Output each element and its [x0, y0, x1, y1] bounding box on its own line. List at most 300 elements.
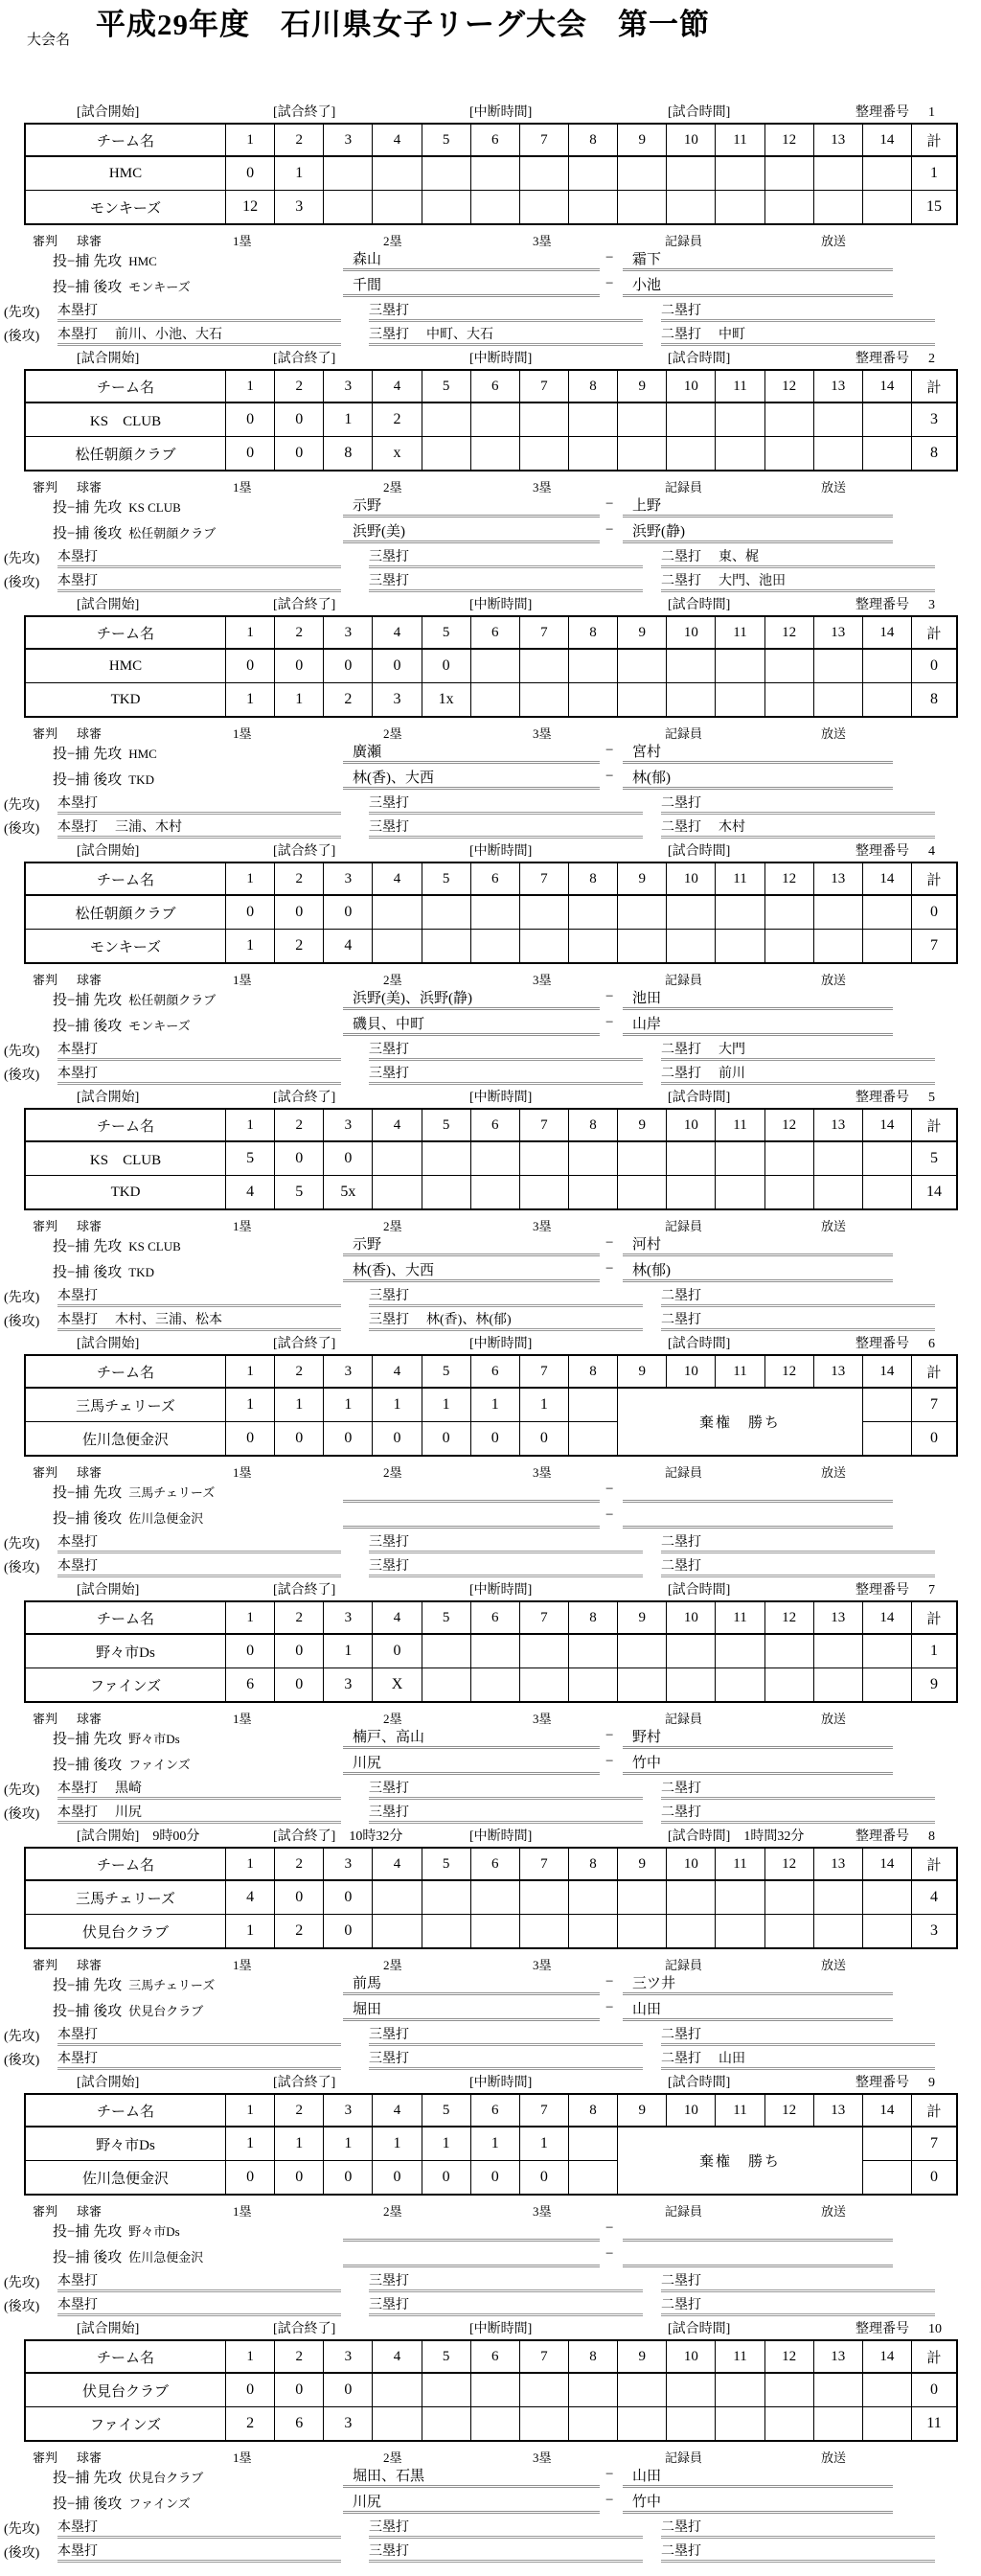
inning-cell: [422, 156, 470, 191]
inning-cell: [764, 649, 813, 683]
battery-label: [53, 1015, 191, 1035]
triple-field: [369, 793, 643, 815]
triple-label: 三塁打: [369, 1067, 409, 1081]
battery-label: [53, 276, 191, 296]
triple-label: 三塁打: [369, 2028, 409, 2042]
triple-label: 三塁打: [369, 2052, 409, 2066]
inning-header: 3: [324, 1848, 373, 1880]
first-base-label: 1塁: [233, 1958, 252, 1972]
inning-header: 8: [568, 124, 617, 156]
inning-cell: 0: [519, 1422, 568, 1457]
game-start-field: [77, 2318, 152, 2337]
battery-word: 投−捕: [53, 1265, 90, 1280]
battery-word: 投−捕: [53, 1239, 90, 1254]
inning-cell: [568, 1668, 617, 1703]
game-end-label: [試合終了]: [273, 1337, 336, 1351]
inning-header: 8: [568, 1355, 617, 1388]
battery-word: 投−捕: [53, 500, 90, 516]
plate-umpire-label: 球審: [77, 234, 103, 248]
double-field: [661, 793, 935, 815]
triple-label: 三塁打: [369, 1535, 409, 1550]
pitchers-field: 示野: [343, 494, 600, 518]
inning-header: 2: [275, 1848, 324, 1880]
inning-cell: [716, 402, 764, 437]
pitchers-field: [343, 1506, 600, 1529]
catchers-field: 竹中: [623, 1752, 893, 1775]
catchers-field: 野村: [623, 1726, 893, 1749]
first-attack-side-label: (先攻): [4, 306, 40, 320]
inning-cell: [813, 402, 862, 437]
team-row: [25, 1388, 957, 1422]
double-label: 二塁打: [661, 550, 701, 564]
inning-cell: [422, 2373, 470, 2407]
home-run-label: 本塁打: [57, 1067, 98, 1081]
triple-field: [369, 1039, 643, 1061]
team-name-cell: TKD: [25, 1176, 226, 1210]
inning-header: 1: [226, 2340, 275, 2373]
inning-cell: 1: [470, 1388, 519, 1422]
first-base-label: 1塁: [233, 1465, 252, 1480]
inning-header: 11: [716, 2340, 764, 2373]
inning-header: 6: [470, 1848, 519, 1880]
first-attack-side-label: (先攻): [4, 1045, 40, 1059]
inning-cell: [519, 402, 568, 437]
pitchers-field: 浜野(美): [343, 520, 600, 543]
inning-header: 6: [470, 616, 519, 649]
inning-header: 8: [568, 2094, 617, 2127]
inning-header: 9: [618, 1848, 667, 1880]
inning-cell: [373, 1880, 422, 1915]
second-attack-word: 後攻: [93, 1019, 123, 1034]
first-attack-side-label: (先攻): [4, 552, 40, 566]
inning-cell: [519, 649, 568, 683]
battery-dash: −: [605, 2000, 614, 2015]
inning-cell: [813, 1634, 862, 1668]
home-run-field: [57, 1039, 341, 1061]
inning-header: 10: [667, 2094, 716, 2127]
home-run-field: [57, 300, 341, 322]
inning-cell: [764, 1141, 813, 1176]
inning-cell: [813, 1141, 862, 1176]
inning-cell: 1: [519, 2127, 568, 2161]
team-name-header: チーム名: [25, 2094, 226, 2127]
double-label: 二塁打: [661, 1043, 701, 1057]
triple-field: [369, 2294, 643, 2316]
umpire-label: 審判: [33, 1958, 58, 1972]
interruption-field: [469, 348, 545, 367]
ref-no-field: [856, 102, 935, 121]
inning-cell: [568, 2161, 617, 2196]
battery-dash: −: [605, 2246, 614, 2262]
inning-cell: [716, 191, 764, 225]
team-name-cell: 三馬チェリーズ: [25, 1388, 226, 1422]
officials-row: [0, 1457, 981, 1480]
game-time-label: [試合時間]: [668, 2076, 731, 2090]
inning-cell: [568, 649, 617, 683]
inning-cell: [716, 1668, 764, 1703]
page-title: 平成29年度 石川県女子リーグ大会 第一節: [96, 8, 710, 41]
battery-label: [53, 2467, 203, 2487]
inning-cell: [324, 191, 373, 225]
second-attack-side-label: (後攻): [4, 330, 40, 344]
inning-header: 13: [813, 862, 862, 895]
game-end-value: 10時32分: [349, 1829, 403, 1844]
battery-dash: −: [605, 522, 614, 538]
ref-no-field: [856, 1826, 935, 1845]
game-block: [0, 2072, 981, 2318]
game-block: [0, 102, 981, 348]
inning-header: 6: [470, 2094, 519, 2127]
inning-header: 2: [275, 370, 324, 402]
double-field: [661, 2048, 935, 2070]
battery-label: [53, 496, 181, 517]
inning-header: 11: [716, 370, 764, 402]
broadcast-label: 放送: [821, 2450, 847, 2465]
battery-label: [53, 769, 154, 789]
inning-cell: 0: [324, 2373, 373, 2407]
third-base-label: 3塁: [533, 1219, 552, 1233]
inning-cell: 0: [226, 402, 275, 437]
triple-label: 三塁打: [369, 1806, 409, 1820]
inning-cell: [422, 895, 470, 930]
inning-cell: 12: [226, 191, 275, 225]
battery-word: 投−捕: [53, 2224, 90, 2240]
inning-header: 4: [373, 1355, 422, 1388]
battery-dash: −: [605, 250, 614, 265]
ref-no-label: 整理番号: [856, 105, 909, 120]
inning-cell: [716, 2373, 764, 2407]
inning-header: 10: [667, 1601, 716, 1634]
catchers-field: 林(郁): [623, 1259, 893, 1282]
inning-cell: 0: [470, 1422, 519, 1457]
inning-cell: [373, 930, 422, 964]
inning-header: 10: [667, 2340, 716, 2373]
home-run-label: 本塁打: [57, 574, 98, 588]
inning-header: 14: [862, 2340, 911, 2373]
scorer-label: 記録員: [665, 1219, 703, 1233]
inning-cell: [667, 1668, 716, 1703]
home-run-label: 本塁打: [57, 328, 98, 342]
innings-header-row: [25, 616, 957, 649]
interruption-label: [中断時間]: [469, 2322, 533, 2336]
inning-cell: 0: [275, 437, 324, 472]
inning-cell: [813, 1176, 862, 1210]
officials-row: [0, 1703, 981, 1726]
score-table: [24, 615, 958, 718]
game-time-field: [668, 1579, 743, 1598]
scorer-label: 記録員: [665, 973, 703, 987]
second-attack-word: 後攻: [93, 1758, 123, 1773]
inning-cell: 1: [226, 2127, 275, 2161]
triple-label: 三塁打: [369, 574, 409, 588]
inning-cell: [862, 1141, 911, 1176]
battery-row-first-attack: [0, 494, 981, 520]
game-start-label: [試合開始]: [77, 1583, 140, 1598]
home-run-field: [57, 816, 341, 839]
second-attack-word: 後攻: [93, 2250, 123, 2266]
game-header: [0, 1333, 981, 1352]
home-run-field: [57, 324, 341, 346]
third-base-label: 3塁: [533, 1958, 552, 1972]
inning-cell: 1: [373, 1388, 422, 1422]
battery-team-name: 野々市Ds: [128, 1732, 180, 1746]
game-end-label: [試合終了]: [273, 1829, 336, 1844]
inning-cell: [618, 683, 667, 718]
inning-header: 8: [568, 1848, 617, 1880]
interruption-label: [中断時間]: [469, 1829, 533, 1844]
double-label: 二塁打: [661, 1535, 701, 1550]
game-header: [0, 1579, 981, 1598]
battery-team-name: 三馬チェリーズ: [128, 1485, 216, 1500]
inning-header: 2: [275, 124, 324, 156]
ref-no-value: 9: [928, 2076, 935, 2090]
battery-row-second-attack: [0, 1506, 981, 1531]
inning-cell: [422, 2407, 470, 2442]
inning-cell: 0: [373, 2161, 422, 2196]
battery-word: 投−捕: [53, 2471, 90, 2486]
game-block: [0, 1333, 981, 1579]
battery-dash: −: [605, 743, 614, 758]
pitchers-field: 川尻: [343, 1752, 600, 1775]
inning-cell: [470, 156, 519, 191]
second-attack-word: 後攻: [93, 772, 123, 788]
inning-cell: [764, 895, 813, 930]
inning-cell: [422, 402, 470, 437]
ref-no-value: 1: [928, 105, 935, 120]
team-name-cell: HMC: [25, 156, 226, 191]
second-base-label: 2塁: [383, 2450, 402, 2465]
inning-cell: [667, 1176, 716, 1210]
inning-cell: [862, 1668, 911, 1703]
inning-cell: [716, 649, 764, 683]
inning-cell: [667, 1915, 716, 1949]
ref-no-field: [856, 594, 935, 613]
battery-row-first-attack: [0, 1233, 981, 1259]
pitchers-field: 林(香)、大西: [343, 767, 600, 790]
pitchers-field: 川尻: [343, 2491, 600, 2514]
interruption-label: [中断時間]: [469, 105, 533, 120]
inning-cell: [618, 437, 667, 472]
inning-header: 5: [422, 1848, 470, 1880]
first-attack-word: 先攻: [93, 1485, 123, 1501]
home-run-label: 本塁打: [57, 1043, 98, 1057]
triple-field: [369, 1555, 643, 1577]
inning-header: 4: [373, 370, 422, 402]
game-time-label: [試合時間]: [668, 352, 731, 366]
game-time-label: [試合時間]: [668, 844, 731, 859]
inning-cell: [422, 437, 470, 472]
game-time-field: [668, 2072, 743, 2091]
inning-header: 13: [813, 1601, 862, 1634]
triple-label: 三塁打: [369, 1559, 409, 1574]
inning-cell: [813, 437, 862, 472]
double-field: [661, 546, 935, 568]
battery-word: 投−捕: [53, 772, 90, 788]
battery-team-name: 松任朝顔クラブ: [128, 526, 217, 540]
inning-header: 4: [373, 2340, 422, 2373]
double-value: 前川: [719, 1067, 745, 1081]
total-header: 計: [912, 1848, 958, 1880]
inning-cell: 0: [470, 2161, 519, 2196]
second-attack-word: 後攻: [93, 2004, 123, 2019]
battery-team-name: モンキーズ: [128, 1019, 191, 1033]
first-attack-word: 先攻: [93, 1239, 123, 1254]
home-run-label: 本塁打: [57, 2520, 98, 2535]
inning-header: 13: [813, 124, 862, 156]
second-base-label: 2塁: [383, 1219, 402, 1233]
inning-cell: [667, 1634, 716, 1668]
inning-cell: [568, 1880, 617, 1915]
inning-header: 7: [519, 1848, 568, 1880]
total-header: 計: [912, 1601, 958, 1634]
double-field: [661, 1802, 935, 1824]
interruption-label: [中断時間]: [469, 844, 533, 859]
inning-header: 2: [275, 1109, 324, 1141]
inning-cell: [422, 1668, 470, 1703]
inning-cell: 3: [324, 2407, 373, 2442]
scorer-label: 記録員: [665, 480, 703, 494]
inning-cell: [862, 930, 911, 964]
home-run-field: [57, 2517, 341, 2539]
game-start-value: 9時00分: [152, 1829, 200, 1844]
score-table: [24, 369, 958, 472]
inning-cell: [373, 156, 422, 191]
total-header: 計: [912, 616, 958, 649]
second-attack-side-label: (後攻): [4, 822, 40, 837]
inning-header: 1: [226, 1355, 275, 1388]
inning-cell: [716, 1141, 764, 1176]
triple-field: [369, 570, 643, 592]
inning-header: 11: [716, 862, 764, 895]
first-base-label: 1塁: [233, 973, 252, 987]
team-name-header: チーム名: [25, 1848, 226, 1880]
total-cell: 4: [912, 1880, 958, 1915]
double-label: 二塁打: [661, 1289, 701, 1303]
inning-cell: [618, 1176, 667, 1210]
ref-no-value: 4: [928, 844, 935, 859]
inning-cell: [716, 1634, 764, 1668]
hits-row-first-attack: [0, 300, 981, 324]
battery-team-name: HMC: [128, 747, 157, 761]
second-attack-word: 後攻: [93, 2496, 123, 2512]
battery-label: [53, 522, 216, 542]
third-base-label: 3塁: [533, 234, 552, 248]
second-base-label: 2塁: [383, 2204, 402, 2219]
plate-umpire-label: 球審: [77, 2204, 103, 2219]
inning-cell: [618, 402, 667, 437]
inning-header: 4: [373, 2094, 422, 2127]
home-run-field: [57, 570, 341, 592]
inning-cell: 0: [226, 1634, 275, 1668]
team-name-cell: 伏見台クラブ: [25, 1915, 226, 1949]
inning-header: 6: [470, 1355, 519, 1388]
inning-header: 9: [618, 862, 667, 895]
double-label: 二塁打: [661, 2028, 701, 2042]
inning-header: 13: [813, 2340, 862, 2373]
inning-cell: [519, 2407, 568, 2442]
game-start-field: [77, 2072, 152, 2091]
inning-cell: [324, 156, 373, 191]
inning-header: 10: [667, 124, 716, 156]
battery-label: [53, 1507, 203, 1528]
double-label: 二塁打: [661, 796, 701, 811]
battery-row-second-attack: [0, 1013, 981, 1039]
inning-cell: [667, 437, 716, 472]
inning-cell: [519, 683, 568, 718]
battery-word: 投−捕: [53, 1019, 90, 1034]
double-label: 二塁打: [661, 304, 701, 318]
game-header: [0, 2318, 981, 2337]
interruption-label: [中断時間]: [469, 352, 533, 366]
inning-cell: [568, 2373, 617, 2407]
double-label: 二塁打: [661, 2544, 701, 2559]
inning-cell: 0: [373, 1634, 422, 1668]
double-field: [661, 1531, 935, 1553]
inning-header: 9: [618, 2094, 667, 2127]
double-field: [661, 1309, 935, 1331]
battery-label: [53, 2220, 180, 2241]
inning-cell: 0: [275, 2373, 324, 2407]
double-label: 二塁打: [661, 2298, 701, 2312]
inning-cell: 0: [226, 895, 275, 930]
inning-cell: [568, 437, 617, 472]
third-base-label: 3塁: [533, 726, 552, 741]
officials-row: [0, 1210, 981, 1233]
double-value: 山田: [719, 2052, 745, 2066]
battery-row-first-attack: [0, 741, 981, 767]
inning-header: 13: [813, 616, 862, 649]
inning-cell: 4: [226, 1176, 275, 1210]
home-run-label: 本塁打: [57, 1289, 98, 1303]
home-run-value: 三浦、木村: [115, 820, 182, 835]
second-attack-word: 後攻: [93, 1511, 123, 1527]
inning-cell: [373, 895, 422, 930]
inning-cell: 0: [226, 156, 275, 191]
inning-cell: 6: [226, 1668, 275, 1703]
hits-row-second-attack: [0, 324, 981, 348]
catchers-field: 山田: [623, 1998, 893, 2021]
pitchers-field: 前馬: [343, 1972, 600, 1995]
inning-header: 3: [324, 1109, 373, 1141]
inning-cell: [373, 2407, 422, 2442]
battery-team-name: KS CLUB: [128, 1239, 181, 1254]
inning-cell: [813, 156, 862, 191]
inning-cell: [667, 191, 716, 225]
inning-header: 13: [813, 2094, 862, 2127]
inning-cell: 3: [324, 1668, 373, 1703]
inning-cell: x: [373, 437, 422, 472]
double-field: [661, 570, 935, 592]
pitchers-field: [343, 1480, 600, 1503]
catchers-field: 林(郁): [623, 767, 893, 790]
inning-cell: [422, 1915, 470, 1949]
game-block: [0, 348, 981, 594]
total-cell: 15: [912, 191, 958, 225]
inning-cell: 1: [373, 2127, 422, 2161]
interruption-field: [469, 102, 545, 121]
inning-header: 6: [470, 124, 519, 156]
inning-cell: [764, 1915, 813, 1949]
inning-cell: 0: [324, 1915, 373, 1949]
double-field: [661, 816, 935, 839]
hits-row-first-attack: [0, 2517, 981, 2541]
inning-header: 14: [862, 1109, 911, 1141]
team-row: [25, 2407, 957, 2442]
game-time-label: [試合時間]: [668, 598, 731, 612]
catchers-field: 宮村: [623, 741, 893, 764]
double-field: [661, 2270, 935, 2292]
battery-row-second-attack: [0, 2244, 981, 2270]
